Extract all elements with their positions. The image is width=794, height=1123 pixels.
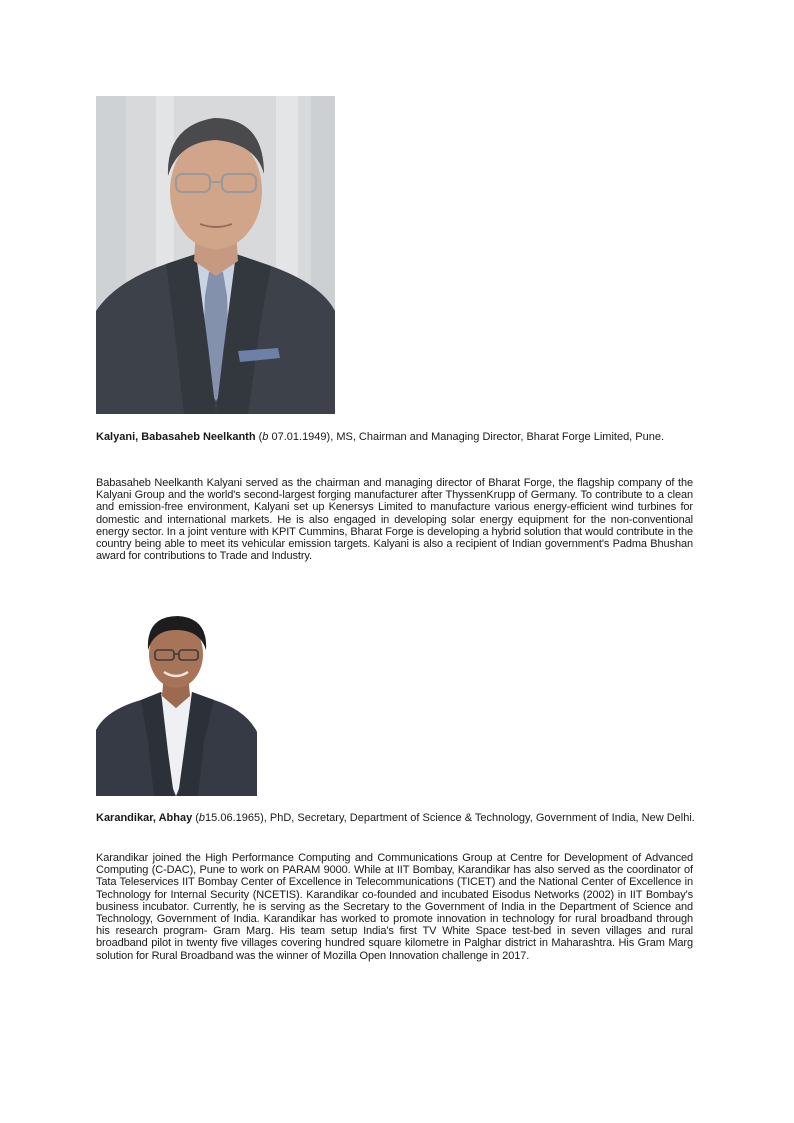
profile-bio-kalyani: Babasaheb Neelkanth Kalyani served as the chairman and managing director of Bharat Forge, the flagship company of the Kalyani Group and the world's second-largest forging manufacturer after ThyssenKrupp of Germany. To contribute to a clean and emission-free environment, Kalyani set up Kenersys Limited to manufacture various energy-efficient wind turbines for domestic and international markets. He is also engaged in developing solar energy equipment for the non-conventional energy sector. In a joint venture with KPIT Cummins, Bharat Forge is developing a hybrid solution that would contribute in the country being able to meet its vehicular emission targets. Kalyani is also a recipient of Indian government's Padma Bhushan award for contributions to Trade and Industry.	[96, 477, 693, 563]
profile-bio-karandikar: Karandikar joined the High Performance Computing and Communications Group at Centre for Development of Advanced Computing (C-DAC), Pune to work on PARAM 9000. While at IIT Bombay, Karandikar has also served as the coordinator of Tata Teleservices IIT Bombay Center of Excellence in Telecommunications (TICET) and the National Center of Excellence in Technology for Internal Security (NCETIS). Karandikar co-founded and incubated Eisodus Networks (2002) in IIT Bombay's business incubator. Currently, he is serving as the Secretary to the Government of India in the Department of Science and Technology, Government of India. Karandikar has worked to promote innovation in technology for rural broadband through his research program- Gram Marg. His team setup India's first TV White Space test-bed in seven villages and rural broadband pilot in twenty five villages covering hundred square kilometre in Palghar district in Maharashtra. His Gram Marg solution for Rural Broadband was the winner of Mozilla Open Innovation challenge in 2017.	[96, 852, 693, 962]
profile-heading-karandikar: Karandikar, Abhay (b15.06.1965), PhD, Secretary, Department of Science & Technology, Government of India, New Delhi.	[96, 812, 695, 824]
portrait-photo-kalyani	[96, 96, 335, 414]
birth-prefix: b	[198, 812, 206, 824]
birth-date: 15.06.1965	[205, 812, 261, 824]
birth-prefix: b	[262, 431, 269, 443]
portrait-photo-karandikar	[96, 612, 257, 796]
birth-date: 07.01.1949	[271, 431, 327, 443]
profile-heading-kalyani: Kalyani, Babasaheb Neelkanth (b 07.01.1949), MS, Chairman and Managing Director, Bharat Forge Limited, Pune.	[96, 431, 665, 443]
profile-name: Karandikar, Abhay	[96, 812, 193, 824]
profile-details: ), PhD, Secretary, Department of Science & Technology, Government of India, New Delhi.	[260, 812, 695, 824]
profile-name: Kalyani, Babasaheb Neelkanth	[96, 431, 256, 443]
profile-details: ), MS, Chairman and Managing Director, Bharat Forge Limited, Pune.	[326, 431, 665, 443]
